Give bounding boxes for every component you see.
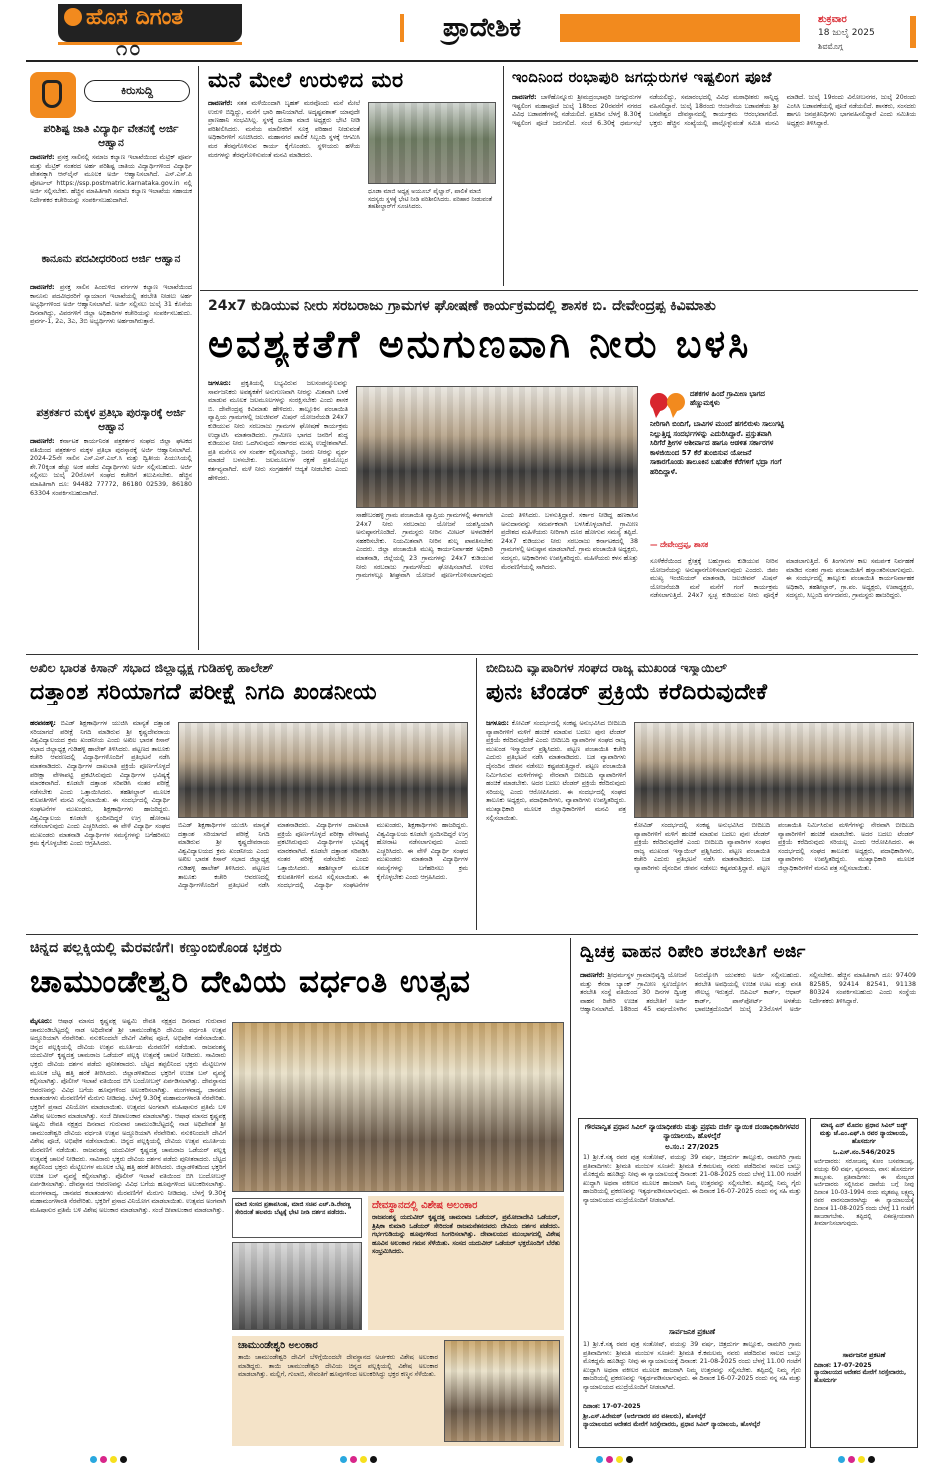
article-text: ಪ್ರಕೃತಿಯಲ್ಲಿ ಲಭ್ಯವಿರುವ ಜಲಸಂಪನ್ಮೂಲವನ್ನು ಸಾರ್ವಜನಿಕರು ಅವಶ್ಯಕತೆಗೆ ಅನುಗುಣವಾಗಿ ನೀರನ್ನು ಮಿತವಾಗಿ ಬಳಕೆ ಮಾಡುವ ಮೂಲಕ ಜಲಮೂಲಗಳನ್ನು ಸಂರಕ್ಷಿಸಬೇಕು ಎಂದು ಶಾಸಕ ಬಿ. ದೇವೇಂದ್ರಪ್ಪ ಕಿವಿಮಾತು ಹೇಳಿದರು. ತಾಲ್ಲೂಕಿನ ಪಂಚಾಯಿತಿ ವ್ಯಾಪ್ತಿಯ ಗ್ರಾಮಗಳಲ್ಲಿ ಜಲಜೀವನ್ ಮಿಷನ್ ಯೋಜನೆಯಡಿ 24x7 ಕುಡಿಯುವ ನೀರು ಸರಬರಾಜು ಗ್ರಾಮಗಳ ಘೋಷಣೆ ಕಾರ್ಯಕ್ರಮ ಉದ್ಘಾಟಿಸಿ ಮಾತನಾಡಿದರು. ಗ್ರಾಮೀಣ ಭಾಗದ ಜನರಿಗೆ ಶುದ್ಧ ಕುಡಿಯುವ ನೀರು ಒದಗಿಸುವುದು ಸರ್ಕಾರದ ಮುಖ್ಯ ಉದ್ದೇಶವಾಗಿದೆ. ಪ್ರತಿ ಮನೆಗೂ ನಳ ಸಂಪರ್ಕ ಕಲ್ಪಿಸಲಾಗಿದ್ದು, ಜನರು ನೀರನ್ನು ವ್ಯರ್ಥ ಮಾಡದೆ ಬಳಸಬೇಕು. ಜಲಮೂಲಗಳ ರಕ್ಷಣೆ ಪ್ರತಿಯೊಬ್ಬರ ಕರ್ತವ್ಯವಾಗಿದೆ. ಮಳೆ ನೀರು ಸಂಗ್ರಹಣೆಗೆ ಆದ್ಯತೆ ನೀಡಬೇಕು ಎಂದು ಹೇಳಿದರು. xyxy=(208,380,348,482)
column-rule xyxy=(198,66,199,650)
article-text: ಸಾಹೇಬರಹಳ್ಳಿ ಗ್ರಾಮ ಪಂಚಾಯಿತಿ ವ್ಯಾಪ್ತಿಯ ಗ್ರಾಮಗಳಲ್ಲಿ ಈಗಾಗಲೇ 24x7 ನೀರು ಸರಬರಾಜು ಯೋಜನೆ ಯಶಸ್ವಿಯಾಗಿ ಅನುಷ್ಠಾನಗೊಂಡಿದೆ. ಗ್ರಾಮಸ್ಥರು ನೀರಿನ ಮೀಟರ್ ಅಳವಡಿಕೆಗೆ ಸಹಕರಿಸಬೇಕು. ನಿಯಮಿತವಾಗಿ ನೀರಿನ ಶುಲ್ಕ ಪಾವತಿಸಬೇಕು ಎಂದರು. ಜಿಲ್ಲಾ ಪಂಚಾಯಿತಿ ಮುಖ್ಯ ಕಾರ್ಯನಿರ್ವಾಹಕ ಅಧಿಕಾರಿ ಮಾತನಾಡಿ, ಜಿಲ್ಲೆಯಲ್ಲಿ 23 ಗ್ರಾಮಗಳನ್ನು 24x7 ಕುಡಿಯುವ ನೀರು ಸರಬರಾಜು ಗ್ರಾಮಗಳೆಂದು ಘೋಷಿಸಲಾಗಿದೆ. ಉಳಿದ ಗ್ರಾಮಗಳಲ್ಲೂ ಶೀಘ್ರವಾಗಿ ಯೋಜನೆ ಪೂರ್ಣಗೊಳಿಸಲಾಗುವುದು ಎಂದು ತಿಳಿಸಿದರು. xyxy=(356,512,541,580)
article-text: ಪ್ರಸಕ್ತ ಸಾಲಿನ ಹಿಂದುಳಿದ ವರ್ಗಗಳ ಕಲ್ಯಾಣ ಇಲಾಖೆಯಿಂದ ಕಾನೂನು ಪದವೀಧರರಿಗೆ ನ್ಯಾಯಾಂಗ ಇಲಾಖೆಯಲ್ಲಿ ತರಬೇತಿ ನೀಡಲು ಅರ್ಹ ಅಭ್ಯರ್ಥಿಗಳಿಂದ ಅರ್ಜಿ ಆಹ್ವಾನಿಸಲಾಗಿದೆ. ಅರ್ಜಿ ಸಲ್ಲಿಸಲು ಜುಲೈ 31 ಕೊನೆಯ ದಿನವಾಗಿದ್ದು, ವಿವರಗಳಿಗೆ ಜಿಲ್ಲಾ ಅಧಿಕಾರಿಗಳ ಕಚೇರಿಯನ್ನು ಸಂಪರ್ಕಿಸಬಹುದು. ಪ್ರವರ್ಗ-1, 2ಎ, 3ಎ, 3ಬಿ ಅಭ್ಯರ್ಥಿಗಳು ಅರ್ಹರಾಗಿರುತ್ತಾರೆ. xyxy=(30,284,192,326)
article-text: ಬಿಎಡ್ ಶಿಕ್ಷಣಾರ್ಥಿಗಳ ಯುಜಿಸಿ ಮಾನ್ಯತೆ ದತ್ತಾಂಶ ಸರಿಯಾಗದೆ ಪರೀಕ್ಷೆ ನಿಗದಿ ಮಾಡಿರುವ ಶ್ರೀ ಕೃಷ್ಣದೇವರಾಯ ವಿಶ್ವವಿದ್ಯಾಲಯದ ಕ್ರಮ ಖಂಡನೀಯ ಎಂದು ಅಖಿಲ ಭಾರತ ಕಿಸಾನ್ ಸಭಾದ ಜಿಲ್ಲಾಧ್ಯಕ್ಷ ಗುಡಿಹಳ್ಳಿ ಹಾಲೇಶ್ ತಿಳಿಸಿದರು. ಪಟ್ಟಣದ ತಾಲೂಕು ಕಚೇರಿ ಆವರಣದಲ್ಲಿ ವಿದ್ಯಾರ್ಥಿಗಳೊಂದಿಗೆ ಪ್ರತಿಭಟನೆ ನಡೆಸಿ ಮಾತನಾಡಿದರು. ವಿದ್ಯಾರ್ಥಿಗಳ ದಾಖಲಾತಿ ಪ್ರಕ್ರಿಯೆ ಪೂರ್ಣಗೊಳ್ಳದೆ ಪರೀಕ್ಷಾ ವೇಳಾಪಟ್ಟಿ ಪ್ರಕಟಿಸಿರುವುದು ವಿದ್ಯಾರ್ಥಿಗಳ ಭವಿಷ್ಯಕ್ಕೆ ಮಾರಕವಾಗಿದೆ. ಕೂಡಲೇ ದತ್ತಾಂಶ ಸರಿಪಡಿಸಿ ನಂತರ ಪರೀಕ್ಷೆ ನಡೆಸಬೇಕು ಎಂದು ಒತ್ತಾಯಿಸಿದರು. ತಹಶೀಲ್ದಾರ್ ಮೂಲಕ ಕುಲಪತಿಗಳಿಗೆ ಮನವಿ ಸಲ್ಲಿಸಲಾಯಿತು. ಈ ಸಂದರ್ಭದಲ್ಲಿ ವಿದ್ಯಾರ್ಥಿ ಸಂಘಟನೆಗಳ ಮುಖಂಡರು, ಶಿಕ್ಷಣಾರ್ಥಿಗಳು ಹಾಜರಿದ್ದರು. ವಿಶ್ವವಿದ್ಯಾಲಯ ಕೂಡಲೇ ಸ್ಪಂದಿಸದಿದ್ದರೆ ಉಗ್ರ ಹೋರಾಟ ನಡೆಸಲಾಗುವುದು ಎಂದು ಎಚ್ಚರಿಸಿದರು. ಈ ವೇಳೆ ವಿದ್ಯಾರ್ಥಿ ಸಂಘದ ಮುಖಂಡರು ಮಾತನಾಡಿ ವಿದ್ಯಾರ್ಥಿಗಳ ಸಮಸ್ಯೆಗಳನ್ನು ಬಗೆಹರಿಸಲು ಕ್ರಮ ಕೈಗೊಳ್ಳಬೇಕು ಎಂದು ಆಗ್ರಹಿಸಿದರು. xyxy=(178,822,468,890)
cmyk-magenta-dot xyxy=(100,1456,107,1463)
article-text: ಪ್ರಸಕ್ತ ಸಾಲಿನಲ್ಲಿ ಸಮಾಜ ಕಲ್ಯಾಣ ಇಲಾಖೆಯಿಂದ ಮೆಟ್ರಿಕ್ ಪೂರ್ವ ಮತ್ತು ಮೆಟ್ರಿಕ್ ನಂತರದ ಅರ್ಹ ಪರಿಶಿಷ್ಟ ಜಾತಿಯ ವಿದ್ಯಾರ್ಥಿಗಳಿಂದ ವಿದ್ಯಾರ್ಥಿ ವೇತನಕ್ಕಾಗಿ ಆನ್‌ಲೈನ್ ಮೂಲಕ ಅರ್ಜಿ ಆಹ್ವಾನಿಸಲಾಗಿದೆ. ಎಸ್.ಎಸ್.ಪಿ ಪೋರ್ಟಲ್ https://ssp.postmatric.karnataka.gov.in ನಲ್ಲಿ ಅರ್ಜಿ ಸಲ್ಲಿಸಬೇಕು. ಹೆಚ್ಚಿನ ಮಾಹಿತಿಗಾಗಿ ಸಮಾಜ ಕಲ್ಯಾಣ ಇಲಾಖೆಯ ಸಹಾಯಕ ನಿರ್ದೇಶಕರ ಕಚೇರಿಯನ್ನು ಸಂಪರ್ಕಿಸಬಹುದಾಗಿದೆ. xyxy=(30,154,192,204)
article-text: ಕರ್ನಾಟಕ ಕಾರ್ಯನಿರತ ಪತ್ರಕರ್ತರ ಸಂಘದ ಜಿಲ್ಲಾ ಘಟಕದ ವತಿಯಿಂದ ಪತ್ರಕರ್ತರ ಮಕ್ಕಳ ಪ್ರತಿಭಾ ಪುರಸ್ಕಾರಕ್ಕೆ ಅರ್ಜಿ ಆಹ್ವಾನಿಸಲಾಗಿದೆ. 2024-25ನೇ ಸಾಲಿನ ಎಸ್.ಎಸ್.ಎಲ್.ಸಿ ಮತ್ತು ದ್ವಿತೀಯ ಪಿಯುಸಿಯಲ್ಲಿ ಶೇ.70ಕ್ಕಿಂತ ಹೆಚ್ಚು ಅಂಕ ಪಡೆದ ವಿದ್ಯಾರ್ಥಿಗಳು ಅರ್ಜಿ ಸಲ್ಲಿಸಬಹುದು. ಅರ್ಜಿ ಸಲ್ಲಿಸಲು ಜುಲೈ 20ರೊಳಗೆ ಸಂಘದ ಕಚೇರಿಗೆ ತಲುಪಿಸಬೇಕು. ಹೆಚ್ಚಿನ ಮಾಹಿತಿಗಾಗಿ ದೂ: 94482 77772, 86180 02539, 86180 63304 ಸಂಪರ್ಕಿಸಬಹುದಾಗಿದೆ. xyxy=(30,438,192,497)
notice-title: ಗೌರವಾನ್ವಿತ ಪ್ರಧಾನ ಸಿವಿಲ್ ನ್ಯಾಯಾಧೀಶರು ಮತ್ತು ಪ್ರಥಮ ದರ್ಜೆ ನ್ಯಾಯಿಕ ದಂಡಾಧಿಕಾರಿಗಳವರ ನ್ಯಾಯಾಲಯ, ಹೊಳಲ್ಕೆರೆ xyxy=(584,1123,800,1140)
cmyk-yellow-dot xyxy=(360,1456,367,1463)
dateline: ದಾವಣಗೆರೆ: xyxy=(580,972,605,979)
logo-text: ಹೊಸ ದಿಗಂತ xyxy=(86,5,184,30)
chamundi-body xyxy=(30,1018,226,1446)
temple-photo xyxy=(232,1242,362,1330)
kirusuddi-item1-body xyxy=(30,154,192,246)
notice2-body: ಅರ್ಜಿದಾರರು: ಸರೋಜಮ್ಮ ಕೋಂ ಬಸವರಾಜಪ್ಪ, ವಯಸ್ಸು 60 ವರ್ಷ, ವ್ಯವಸಾಯ, ವಾಸ: ಹೊಸದುರ್ಗ ತಾಲ್ಲೂಕು. ಪ್ರತಿವಾದಿಗಳು: ಈ ಮೇಲ್ಕಂಡ ಅರ್ಜಿದಾರರು ಸಲ್ಲಿಸಿರುವ ದಾವೆಯ ಬಗ್ಗೆ ನೀವು ದಿನಾಂಕ 10-03-1994 ರಂದು ಮೃತಪಟ್ಟ ಲಕ್ಷ್ಮಮ್ಮ ರವರ ವಾರಸುದಾರರಾಗಿದ್ದು ಈ ನ್ಯಾಯಾಲಯಕ್ಕೆ ದಿನಾಂಕ 11-08-2025 ರಂದು ಬೆಳಗ್ಗೆ 11 ಗಂಟೆಗೆ ಹಾಜರಾಗಬೇಕು. ತಪ್ಪಿದಲ್ಲಿ ಏಕಪಕ್ಷೀಯವಾಗಿ ತೀರ್ಮಾನಿಸಲಾಗುವುದು. xyxy=(814,1159,914,1228)
dateline: ಮೈಸೂರು: xyxy=(30,1018,53,1025)
kirusuddi-item2-title: ಕಾನೂನು ಪದವೀಧರರಿಂದ ಅರ್ಜಿ ಆಹ್ವಾನ xyxy=(41,253,181,265)
quote-author: — ದೇವೇಂದ್ರಪ್ಪ, ಶಾಸಕ xyxy=(650,540,709,549)
cmyk-cyan-dot xyxy=(596,1456,603,1463)
quote-mark-icon xyxy=(650,392,686,420)
water-kicker: 24x7 ಕುಡಿಯುವ ನೀರು ಸರಬರಾಜು ಗ್ರಾಮಗಳ ಘೋಷಣೆ ಕಾರ್ಯಕ್ರಮದಲ್ಲಿ ಶಾಸಕ ಬಿ. ದೇವೇಂದ್ರಪ್ಪ ಕಿವಿಮಾತು xyxy=(208,298,716,314)
fallen-tree-photo xyxy=(368,102,496,184)
dateline: ಹರಪನಹಳ್ಳಿ: xyxy=(30,720,56,727)
section-rule xyxy=(26,934,918,935)
water-story xyxy=(204,294,918,650)
notice-signature-1: ಶ್ರೀ.ಎಸ್.ಹಿರೇಮಠ್ (ಅರ್ಜಿದಾರರ ಪರ ವಕೀಲರು), ಹೊಳಲ್ಕೆರೆ xyxy=(583,1413,706,1420)
water-headline: ಅವಶ್ಯಕತೆಗೆ ಅನುಗುಣವಾಗಿ ನೀರು ಬಳಸಿ xyxy=(208,322,752,366)
devasthana-title: ದೇವಸ್ಥಾನದಲ್ಲಿ ವಿಶೇಷ ಅಲಂಕಾರ xyxy=(372,1200,478,1211)
cmyk-magenta-dot xyxy=(848,1456,855,1463)
article-text: ಶ್ರೀಧರ್ಮಸ್ಥಳ ಗ್ರಾಮಾಭಿವೃದ್ಧಿ ಯೋಜನೆ ಮತ್ತು ಕೆನರಾ ಬ್ಯಾಂಕ್ ಗ್ರಾಮೀಣ ಸ್ವಉದ್ಯೋಗ ತರಬೇತಿ ಸಂಸ್ಥೆ ವತಿಯಿಂದ 30 ದಿನಗಳ ದ್ವಿಚಕ್ರ ವಾಹನ ರಿಪೇರಿ ಉಚಿತ ತರಬೇತಿಗೆ ಅರ್ಜಿ ಆಹ್ವಾನಿಸಲಾಗಿದೆ. 18ರಿಂದ 45 ವರ್ಷದೊಳಗಿನ ನಿರುದ್ಯೋಗಿ ಯುವಕರು ಅರ್ಜಿ ಸಲ್ಲಿಸಬಹುದು. ತರಬೇತಿ ಅವಧಿಯಲ್ಲಿ ಉಚಿತ ಊಟ ಮತ್ತು ವಸತಿ ಸೌಲಭ್ಯ ಇರುತ್ತದೆ. ಬಿಪಿಎಲ್ ಕಾರ್ಡ್, ಆಧಾರ್ ಕಾರ್ಡ್, ಪಾಸ್‌ಪೋರ್ಟ್ ಅಳತೆಯ ಭಾವಚಿತ್ರದೊಂದಿಗೆ ಜುಲೈ 23ರೊಳಗೆ ಅರ್ಜಿ ಸಲ್ಲಿಸಬೇಕು. ಹೆಚ್ಚಿನ ಮಾಹಿತಿಗಾಗಿ ದೂ: 97409 82585, 92414 82541, 91138 80324 ಸಂಪರ್ಕಿಸಬಹುದು ಎಂದು ಸಂಸ್ಥೆಯ ನಿರ್ದೇಶಕರು ತಿಳಿಸಿದ್ದಾರೆ. xyxy=(580,972,916,1014)
photo-caption: ಮಾಜಿ ಸಂಸದ ಪ್ರತಾಪಸಿಂಹ, ಮಾಜಿ ಸಚಿವ ಎಚ್.ಡಿ.ರೇವಣ್ಣ ಸೇರಿದಂತೆ ಹಲವರು ಬೆಟ್ಟಕ್ಕೆ ಭೇಟಿ ನೀಡಿ ದರ್ಶನ ಪಡೆದರು. xyxy=(235,1201,351,1216)
kirusuddi-item2-body xyxy=(30,284,192,402)
notice-signature-2: ನ್ಯಾಯಾಲಯದ ಆದೇಶದ ಮೇರೆಗೆ ಸಿರಸ್ತೇದಾರರು, ಪ್ರಧಾನ ಸಿವಿಲ್ ನ್ಯಾಯಾಲಯ, ಹೊಳಲ್ಕೆರೆ xyxy=(583,1420,761,1428)
alankara-body: ತಾಯಿ ಚಾಮುಂಡೇಶ್ವರಿ ದೇವಿಗೆ ಬೆಳಿಗ್ಗೆಯಿಂದಲೇ ದೇವಸ್ಥಾನದ ಅರ್ಚಕರು ವಿಶೇಷ ಅಲಂಕಾರ ಮಾಡಿದ್ದರು. ತಾಯಿ ಚಾಮುಂಡೇಶ್ವರಿ ದೇವಿಯ ಚಿನ್ನದ ಪಲ್ಲಕ್ಕಿಯಲ್ಲಿ ವಿಶೇಷ ಅಲಂಕಾರ ಮಾಡಲಾಗಿತ್ತು. ಮಲ್ಲಿಗೆ, ಗುಲಾಬಿ, ಸೇವಂತಿಗೆ ಹೂವುಗಳಿಂದ ಅಲಂಕರಿಸಿದ್ದು ಭಕ್ತರ ಕಣ್ಮನ ಸೆಳೆಯಿತು. xyxy=(238,1354,438,1379)
notice-body: 1) ಶ್ರೀ.ಕೆ.ಸತ್ಯ ರವರ ಪುತ್ರ ಸಂತೋಷ್, ವಯಸ್ಸು 39 ವರ್ಷ, ಚಿತ್ರದುರ್ಗ ತಾಲ್ಲೂಕು, ರಾಮಗಿರಿ ಗ್ರಾಮ ಪ್ರತಿವಾದಿಗಳು: ಶ್ರೀಮತಿ ಮಂಜುಳ ಸೂಚನೆ: ಶ್ರೀಮತಿ ಕೆ.ಕಮಲಮ್ಮ ನವರು ಪಡೆದಿರುವ ಸಾಲದ ಬಾಬ್ತು ಮೊಕದ್ದಮೆ ಹೂಡಿದ್ದು ನೀವು ಈ ನ್ಯಾಯಾಲಯಕ್ಕೆ ದಿನಾಂಕ: 21-08-2025 ರಂದು ಬೆಳಗ್ಗೆ 11.00 ಗಂಟೆಗೆ ಖುದ್ದಾಗಿ ಅಥವಾ ವಕೀಲರ ಮೂಲಕ ಹಾಜರಾಗಿ ನಿಮ್ಮ ಉತ್ತರವನ್ನು ಸಲ್ಲಿಸಬೇಕು. ತಪ್ಪಿದಲ್ಲಿ ನಿಮ್ಮ ಗೈರು ಹಾಜರಿಯಲ್ಲಿ ಪ್ರಕರಣವನ್ನು ಇತ್ಯರ್ಥಪಡಿಸಲಾಗುವುದು. ಈ ದಿನಾಂಕ 16-07-2025 ರಂದು ನನ್ನ ಸಹಿ ಮತ್ತು ನ್ಯಾಯಾಲಯದ ಮುದ್ರೆಯೊಂದಿಗೆ ನೀಡಲಾಗಿದೆ. xyxy=(583,1154,801,1204)
vendors-protest-photo xyxy=(634,722,914,818)
cmyk-black-dot xyxy=(626,1456,633,1463)
dateline: ದಾವಣಗೆರೆ: xyxy=(512,94,537,101)
article-text: ಕೋವಿಡ್ ಸಂದರ್ಭದಲ್ಲಿ ಸಂಕಷ್ಟ ಅನುಭವಿಸಿದ ಬೀದಿಬದಿ ವ್ಯಾಪಾರಿಗಳಿಗೆ ಮಳಿಗೆ ಹಂಚಿಕೆ ಮಾಡುವ ಬದಲು ಪುನಃ ಟೆಂಡರ್ ಪ್ರಕ್ರಿಯೆ ಕರೆದಿರುವುದೇಕೆ ಎಂದು ಬೀದಿಬದಿ ವ್ಯಾಪಾರಿಗಳ ಸಂಘದ ರಾಜ್ಯ ಮುಖಂಡ ಇಸ್ಮಾಯಿಲ್ ಪ್ರಶ್ನಿಸಿದರು. ಪಟ್ಟಣ ಪಂಚಾಯಿತಿ ಕಚೇರಿ ಎದುರು ಪ್ರತಿಭಟನೆ ನಡೆಸಿ ಮಾತನಾಡಿದರು. ಬಡ ವ್ಯಾಪಾರಿಗಳು ದೈನಂದಿನ ಜೀವನ ನಡೆಸಲು ಕಷ್ಟಪಡುತ್ತಿದ್ದಾರೆ. ಪಟ್ಟಣ ಪಂಚಾಯಿತಿ ನಿರ್ಮಿಸಿರುವ ಮಳಿಗೆಗಳನ್ನು ನೇರವಾಗಿ ಬೀದಿಬದಿ ವ್ಯಾಪಾರಿಗಳಿಗೆ ಹಂಚಿಕೆ ಮಾಡಬೇಕು. ಅದರ ಬದಲು ಟೆಂಡರ್ ಪ್ರಕ್ರಿಯೆ ಕರೆದಿರುವುದು ಸರಿಯಲ್ಲ ಎಂದು ಆರೋಪಿಸಿದರು. ಈ ಸಂದರ್ಭದಲ್ಲಿ ಸಂಘದ ತಾಲೂಕು ಅಧ್ಯಕ್ಷರು, ಪದಾಧಿಕಾರಿಗಳು, ವ್ಯಾಪಾರಿಗಳು ಉಪಸ್ಥಿತರಿದ್ದರು. ಮುಖ್ಯಾಧಿಕಾರಿ ಮೂಲಕ ಜಿಲ್ಲಾಧಿಕಾರಿಗಳಿಗೆ ಮನವಿ ಪತ್ರ ಸಲ್ಲಿಸಲಾಯಿತು. xyxy=(634,822,914,872)
kirusuddi-item3-title: ಪತ್ರಕರ್ತರ ಮಕ್ಕಳ ಪ್ರತಿಭಾ ಪುರಸ್ಕಾರಕ್ಕೆ ಅರ್ಜಿ ಆಹ್ವಾನ xyxy=(36,407,186,433)
dateline: ದಾವಣಗೆರೆ: xyxy=(30,438,55,445)
two-wheeler-story xyxy=(576,938,918,1114)
article-text: ಸೂಳೆಕೆರೆಯಿಂದ ಕ್ಷೇತ್ರಕ್ಕೆ ಬಹುಗ್ರಾಮ ಕುಡಿಯುವ ನೀರಿನ ಯೋಜನೆಯನ್ನು ಅನುಷ್ಠಾನಗೊಳಿಸಲಾಗುವುದು ಎಂದರು. ಜಿಪಂ ಮುಖ್ಯ ಇಂಜಿನಿಯರ್ ಮಾತನಾಡಿ, ಜಲಜೀವನ್ ಮಿಷನ್ ಯೋಜನೆಯಡಿ ಮನೆ ಮನೆಗೆ ಗಂಗೆ ಕಾರ್ಯಕ್ರಮ ನಡೆಸಲಾಗುತ್ತಿದೆ. 24x7 ಸ್ವಚ್ಛ ಕುಡಿಯುವ ನೀರು ಪೂರೈಕೆ ಮಾಡಲಾಗುತ್ತಿದೆ. 6 ತಿಂಗಳುಗಳ ಕಾಲ ಸಮರ್ಪಕ ನಿರ್ವಹಣೆ ಮಾಡಿದ ನಂತರ ಗ್ರಾಮ ಪಂಚಾಯಿತಿಗೆ ಹಸ್ತಾಂತರಿಸಲಾಗುವುದು. ಈ ಸಂದರ್ಭದಲ್ಲಿ ತಾಲ್ಲೂಕು ಪಂಚಾಯಿತಿ ಕಾರ್ಯನಿರ್ವಾಹಕ ಅಧಿಕಾರಿ, ತಹಶೀಲ್ದಾರ್, ಗ್ರಾ.ಪಂ. ಅಧ್ಯಕ್ಷರು, ಉಪಾಧ್ಯಕ್ಷರು, ಸದಸ್ಯರು, ಸಿಬ್ಬಂದಿ ವರ್ಗದವರು, ಗ್ರಾಮಸ್ಥರು ಹಾಜರಿದ್ದರು. xyxy=(650,558,914,600)
court-notice xyxy=(578,1118,806,1448)
notice2-date: ದಿನಾಂಕ: 17-07-2025 xyxy=(814,1362,872,1369)
water-body-left xyxy=(208,380,348,646)
kirusuddi-item3-body xyxy=(30,438,192,648)
rambhapuri-body xyxy=(512,94,916,282)
cmyk-cyan-dot xyxy=(340,1456,347,1463)
cmyk-yellow-dot xyxy=(858,1456,865,1463)
tender-body-intro xyxy=(486,720,626,924)
chamundi-headline: ಚಾಮುಂಡೇಶ್ವರಿ ದೇವಿಯ ವರ್ಧಂತಿ ಉತ್ಸವ xyxy=(30,964,471,1000)
quote-text: ನೀರಿಗಾಗಿ ಬಿಂದಿಗೆ, ಬಾವಿಗಳ ಮುಂದೆ ಹಗಲಿರುಳು ಸಾಲುಗಟ್ಟಿ ನಿಲ್ಲುತ್ತಿದ್ದ ಸಂದರ್ಭಗಳನ್ನು ಎದುರಿಸಿದ್ದಾರೆ. ಪ್ರಸ್ತುತವಾಗಿ ಸಿರಿಗೆರೆ ಶ್ರೀಗಳ ಆಶೀರ್ವಾದ ಹಾಗೂ ಆಡಳಿತ ಸರ್ಕಾರಗಳ ಕಾಳಜಿಯಿಂದ 57 ಕೆರೆ ತುಂಬಿಸುವ ಯೋಜನೆ ಸಾಕಾರಗೊಂಡು ತಾಲೂಕಿನ ಬಹುತೇಕ ಕೆರೆಗಳಿಗೆ ಭದ್ರಾ ಗಂಗೆ ಹರಿದಿದ್ದಾಳೆ. xyxy=(650,420,784,476)
cmyk-yellow-dot xyxy=(616,1456,623,1463)
section-rule xyxy=(26,654,918,655)
notice-section: ಸಾರ್ವಜನಿಕ ಪ್ರಕಟಣೆ xyxy=(668,1328,716,1336)
water-body-right xyxy=(650,558,914,646)
devasthana-box xyxy=(368,1196,564,1330)
rambhapuri-headline: ಇಂದಿನಿಂದ ರಂಭಾಪುರಿ ಜಗದ್ಗುರುಗಳ ಇಷ್ಟಲಿಂಗ ಪೂಜೆ xyxy=(512,70,773,86)
article-text: ಬಾಳೆಹೊನ್ನೂರು ಶ್ರೀಮದ್ರಂಭಾಪುರಿ ಜಗದ್ಗುರುಗಳ ಇಷ್ಟಲಿಂಗ ಮಹಾಪೂಜೆ ಜುಲೈ 18ರಿಂದ 20ರವರೆಗೆ ನಗರದ ವಿವಿಧ ಬಡಾವಣೆಗಳಲ್ಲಿ ನಡೆಯಲಿದೆ. ಪ್ರತಿದಿನ ಬೆಳಗ್ಗೆ 8.30ಕ್ಕೆ ಇಷ್ಟಲಿಂಗ ಪೂಜೆ ಜರುಗಲಿದೆ. ಸಂಜೆ 6.30ಕ್ಕೆ ಧರ್ಮಸಭೆ ನಡೆಯಲಿದ್ದು, ಸಮಾರಂಭದಲ್ಲಿ ವಿವಿಧ ಮಠಾಧೀಶರು ಸಾನ್ನಿಧ್ಯ ವಹಿಸಲಿದ್ದಾರೆ. ಜುಲೈ 18ರಂದು ಆಂಜನೇಯ ಬಡಾವಣೆಯ ಶ್ರೀ ಬಸವೇಶ್ವರ ದೇವಸ್ಥಾನದಲ್ಲಿ ಕಾರ್ಯಕ್ರಮ ಆರಂಭವಾಗಲಿದೆ. ಭಕ್ತರು ಹೆಚ್ಚಿನ ಸಂಖ್ಯೆಯಲ್ಲಿ ಪಾಲ್ಗೊಳ್ಳುವಂತೆ ಸಮಿತಿ ಮನವಿ ಮಾಡಿದೆ. ಜುಲೈ 19ರಂದು ವಿನೋಬನಗರ, ಜುಲೈ 20ರಂದು ಎಂಸಿಸಿ ಬಡಾವಣೆಯಲ್ಲಿ ಪೂಜೆ ನಡೆಯಲಿದೆ. ಶಾಸಕರು, ಸಂಸದರು ಹಾಗೂ ಜನಪ್ರತಿನಿಧಿಗಳು ಭಾಗವಹಿಸಲಿದ್ದಾರೆ ಎಂದು ಸಮಿತಿಯ ಅಧ್ಯಕ್ಷರು ತಿಳಿಸಿದ್ದಾರೆ. xyxy=(512,94,916,127)
logo-stripe xyxy=(58,42,242,45)
tree-caption: ಧೂಡಾ ಮಾಜಿ ಅಧ್ಯಕ್ಷ ಅಯೂಬ್ ಪೈಲ್ವಾನ್, ಪಾಲಿಕೆ ಮಾಜಿ ಸದಸ್ಯರು ಸ್ಥಳಕ್ಕೆ ಭೇಟಿ ನೀಡಿ ಪರಿಶೀಲಿಸಿದರು. ಪರಿಹಾರ ನೀಡುವಂತೆ ತಹಶೀಲ್ದಾರ್‌ಗೆ ಸೂಚಿಸಿದರು. xyxy=(368,188,493,210)
column-rule xyxy=(503,66,504,286)
water-body-mid xyxy=(356,512,638,646)
notice2-title: ಮಾನ್ಯ ಎನ್ ಮೊದಲ ಪ್ರಧಾನ ಸಿವಿಲ್ ಜಡ್ಜ್ ಮತ್ತು ಜೆ.ಎಂ.ಎಫ್.ಸಿ ರವರ ನ್ಯಾಯಾಲಯ, ಹೊಸದುರ್ಗ xyxy=(819,1122,909,1145)
two-wheeler-headline: ದ್ವಿಚಕ್ರ ವಾಹನ ರಿಪೇರಿ ತರಬೇತಿಗೆ ಅರ್ಜಿ xyxy=(580,942,806,962)
logo-sun-icon xyxy=(64,8,82,26)
dateline: ಜಗಳೂರು: xyxy=(486,720,509,727)
article-text: ಸತತ ಮಳೆಯಿಂದಾಗಿ ಬೃಹತ್ ಮರವೊಂದು ಮನೆ ಮೇಲೆ ಉರುಳಿ ಬಿದ್ದಿದ್ದು, ಮನೆಗೆ ಭಾರಿ ಹಾನಿಯಾಗಿದೆ. ಅದೃಷ್ಟವಶಾತ್ ಯಾವುದೇ ಪ್ರಾಣಹಾನಿ ಸಂಭವಿಸಿಲ್ಲ. ಸ್ಥಳಕ್ಕೆ ಧೂಡಾ ಮಾಜಿ ಅಧ್ಯಕ್ಷರು ಭೇಟಿ ನೀಡಿ ಪರಿಶೀಲಿಸಿದರು. ಮನೆಯ ಮಾಲೀಕರಿಗೆ ಸೂಕ್ತ ಪರಿಹಾರ ನೀಡುವಂತೆ ಅಧಿಕಾರಿಗಳಿಗೆ ಸೂಚಿಸಿದರು. ಮಹಾನಗರ ಪಾಲಿಕೆ ಸಿಬ್ಬಂದಿ ಸ್ಥಳಕ್ಕೆ ಆಗಮಿಸಿ ಮರ ತೆರವುಗೊಳಿಸುವ ಕಾರ್ಯ ಕೈಗೊಂಡರು. ಸ್ಥಳೀಯರು ಹಳೆಯ ಮರಗಳನ್ನು ತೆರವುಗೊಳಿಸುವಂತೆ ಮನವಿ ಮಾಡಿದರು. xyxy=(208,100,360,159)
section-rule xyxy=(200,290,918,291)
cmyk-black-dot xyxy=(120,1456,127,1463)
rambhapuri-story xyxy=(508,66,918,286)
dateline: ದಾವಣಗೆರೆ: xyxy=(208,100,233,107)
dateline: ದಾವಣಗೆರೆ: xyxy=(30,154,55,161)
tree-headline: ಮನೆ ಮೇಲೆ ಉರುಳಿದ ಮರ xyxy=(208,68,404,92)
exam-story xyxy=(26,658,472,930)
procession-photo xyxy=(232,1022,564,1192)
article-text: ಬಿಎಡ್ ಶಿಕ್ಷಣಾರ್ಥಿಗಳ ಯುಜಿಸಿ ಮಾನ್ಯತೆ ದತ್ತಾಂಶ ಸರಿಯಾಗದೆ ಪರೀಕ್ಷೆ ನಿಗದಿ ಮಾಡಿರುವ ಶ್ರೀ ಕೃಷ್ಣದೇವರಾಯ ವಿಶ್ವವಿದ್ಯಾಲಯದ ಕ್ರಮ ಖಂಡನೀಯ ಎಂದು ಅಖಿಲ ಭಾರತ ಕಿಸಾನ್ ಸಭಾದ ಜಿಲ್ಲಾಧ್ಯಕ್ಷ ಗುಡಿಹಳ್ಳಿ ಹಾಲೇಶ್ ತಿಳಿಸಿದರು. ಪಟ್ಟಣದ ತಾಲೂಕು ಕಚೇರಿ ಆವರಣದಲ್ಲಿ ವಿದ್ಯಾರ್ಥಿಗಳೊಂದಿಗೆ ಪ್ರತಿಭಟನೆ ನಡೆಸಿ ಮಾತನಾಡಿದರು. ವಿದ್ಯಾರ್ಥಿಗಳ ದಾಖಲಾತಿ ಪ್ರಕ್ರಿಯೆ ಪೂರ್ಣಗೊಳ್ಳದೆ ಪರೀಕ್ಷಾ ವೇಳಾಪಟ್ಟಿ ಪ್ರಕಟಿಸಿರುವುದು ವಿದ್ಯಾರ್ಥಿಗಳ ಭವಿಷ್ಯಕ್ಕೆ ಮಾರಕವಾಗಿದೆ. ಕೂಡಲೇ ದತ್ತಾಂಶ ಸರಿಪಡಿಸಿ ನಂತರ ಪರೀಕ್ಷೆ ನಡೆಸಬೇಕು ಎಂದು ಒತ್ತಾಯಿಸಿದರು. ತಹಶೀಲ್ದಾರ್ ಮೂಲಕ ಕುಲಪತಿಗಳಿಗೆ ಮನವಿ ಸಲ್ಲಿಸಲಾಯಿತು. ಈ ಸಂದರ್ಭದಲ್ಲಿ ವಿದ್ಯಾರ್ಥಿ ಸಂಘಟನೆಗಳ ಮುಖಂಡರು, ಶಿಕ್ಷಣಾರ್ಥಿಗಳು ಹಾಜರಿದ್ದರು. ವಿಶ್ವವಿದ್ಯಾಲಯ ಕೂಡಲೇ ಸ್ಪಂದಿಸದಿದ್ದರೆ ಉಗ್ರ ಹೋರಾಟ ನಡೆಸಲಾಗುವುದು ಎಂದು ಎಚ್ಚರಿಸಿದರು. ಈ ವೇಳೆ ವಿದ್ಯಾರ್ಥಿ ಸಂಘದ ಮುಖಂಡರು ಮಾತನಾಡಿ ವಿದ್ಯಾರ್ಥಿಗಳ ಸಮಸ್ಯೆಗಳನ್ನು ಬಗೆಹರಿಸಲು ಕ್ರಮ ಕೈಗೊಳ್ಳಬೇಕು ಎಂದು ಆಗ್ರಹಿಸಿದರು. xyxy=(30,720,170,848)
exam-body-intro xyxy=(30,720,170,924)
article-text: ಆಷಾಢ ಮಾಸದ ಕೃಷ್ಣಪಕ್ಷ ಅಷ್ಟಮಿ ರೇವತಿ ನಕ್ಷತ್ರದ ದಿನವಾದ ಗುರುವಾರ ಚಾಮುಂಡಿಬೆಟ್ಟದಲ್ಲಿ ನಾಡ ಅಧಿದೇವತೆ ಶ್ರೀ ಚಾಮುಂಡೇಶ್ವರಿ ದೇವಿಯ ವರ್ಧಂತಿ ಉತ್ಸವ ಅದ್ದೂರಿಯಾಗಿ ನೆರವೇರಿತು. ನಸುಕಿನಿಂದಲೇ ದೇವಿಗೆ ವಿಶೇಷ ಪೂಜೆ, ಅಭಿಷೇಕ ನಡೆಸಲಾಯಿತು. ಚಿನ್ನದ ಪಲ್ಲಕ್ಕಿಯಲ್ಲಿ ದೇವಿಯ ಉತ್ಸವ ಮೂರ್ತಿಯ ಮೆರವಣಿಗೆ ನಡೆಯಿತು. ರಾಜವಂಶಸ್ಥ ಯದುವೀರ್ ಕೃಷ್ಣದತ್ತ ಚಾಮರಾಜ ಒಡೆಯರ್ ಪಲ್ಲಕ್ಕಿ ಉತ್ಸವಕ್ಕೆ ಚಾಲನೆ ನೀಡಿದರು. ಸಾವಿರಾರು ಭಕ್ತರು ದೇವಿಯ ದರ್ಶನ ಪಡೆದು ಪುನೀತರಾದರು. ಬೆಟ್ಟದ ತಪ್ಪಲಿನಿಂದ ಭಕ್ತರು ಮೆಟ್ಟಿಲುಗಳ ಮೂಲಕ ಬೆಟ್ಟ ಹತ್ತಿ ಹರಕೆ ತೀರಿಸಿದರು. ಜಿಲ್ಲಾಡಳಿತದಿಂದ ಭಕ್ತರಿಗೆ ಉಚಿತ ಬಸ್ ವ್ಯವಸ್ಥೆ ಕಲ್ಪಿಸಲಾಗಿತ್ತು. ಪೊಲೀಸ್ ಇಲಾಖೆ ವತಿಯಿಂದ ಬಿಗಿ ಬಂದೋಬಸ್ತ್ ಏರ್ಪಡಿಸಲಾಗಿತ್ತು. ದೇವಸ್ಥಾನದ ಆವರಣವನ್ನು ವಿವಿಧ ಬಗೆಯ ಹೂವುಗಳಿಂದ ಅಲಂಕರಿಸಲಾಗಿತ್ತು. ಮಂಗಳವಾದ್ಯ, ಜಾನಪದ ಕಲಾತಂಡಗಳು ಮೆರವಣಿಗೆಗೆ ಮೆರುಗು ನೀಡಿದವು. ಬೆಳಗ್ಗೆ 9.30ಕ್ಕೆ ಮಹಾಮಂಗಳಾರತಿ ನೆರವೇರಿತು. ಭಕ್ತರಿಗೆ ಪ್ರಸಾದ ವಿನಿಯೋಗ ಮಾಡಲಾಯಿತು. ಉತ್ಸವದ ಅಂಗವಾಗಿ ಮಹಿಷಾಸುರ ಪ್ರತಿಮೆ ಬಳಿ ವಿಶೇಷ ಅಲಂಕಾರ ಮಾಡಲಾಗಿತ್ತು. ಸಂಜೆ ದೀಪಾಲಂಕಾರ ಮಾಡಲಾಗಿತ್ತು. xyxy=(30,1018,226,1120)
kirusuddi-item1-title: ಪರಿಶಿಷ್ಟ ಜಾತಿ ವಿದ್ಯಾರ್ಥಿ ವೇತನಕ್ಕೆ ಅರ್ಜಿ ಆಹ್ವಾನ xyxy=(43,123,179,149)
notice-case-no: ಅ.ಸಂ.: 27/2025 xyxy=(665,1143,719,1151)
masthead-rule xyxy=(26,60,918,62)
dateline: ದಾವಣಗೆರೆ: xyxy=(30,284,55,291)
chamundi-kicker: ಚಿನ್ನದ ಪಲ್ಲಕ್ಕಿಯಲ್ಲಿ ಮೆರವಣಿಗೆ। ಕಣ್ತುಂಬಿಕೊಂಡ ಭಕ್ತರು xyxy=(30,940,282,956)
section-title: ಪ್ರಾದೇಶಿಕ xyxy=(404,12,560,44)
page-number: ೧೦ xyxy=(116,36,143,60)
tender-body-cols xyxy=(634,822,914,924)
caption-box xyxy=(232,1198,362,1238)
cmyk-cyan-dot xyxy=(90,1456,97,1463)
article-text: ಕೋವಿಡ್ ಸಂದರ್ಭದಲ್ಲಿ ಸಂಕಷ್ಟ ಅನುಭವಿಸಿದ ಬೀದಿಬದಿ ವ್ಯಾಪಾರಿಗಳಿಗೆ ಮಳಿಗೆ ಹಂಚಿಕೆ ಮಾಡುವ ಬದಲು ಪುನಃ ಟೆಂಡರ್ ಪ್ರಕ್ರಿಯೆ ಕರೆದಿರುವುದೇಕೆ ಎಂದು ಬೀದಿಬದಿ ವ್ಯಾಪಾರಿಗಳ ಸಂಘದ ರಾಜ್ಯ ಮುಖಂಡ ಇಸ್ಮಾಯಿಲ್ ಪ್ರಶ್ನಿಸಿದರು. ಪಟ್ಟಣ ಪಂಚಾಯಿತಿ ಕಚೇರಿ ಎದುರು ಪ್ರತಿಭಟನೆ ನಡೆಸಿ ಮಾತನಾಡಿದರು. ಬಡ ವ್ಯಾಪಾರಿಗಳು ದೈನಂದಿನ ಜೀವನ ನಡೆಸಲು ಕಷ್ಟಪಡುತ್ತಿದ್ದಾರೆ. ಪಟ್ಟಣ ಪಂಚಾಯಿತಿ ನಿರ್ಮಿಸಿರುವ ಮಳಿಗೆಗಳನ್ನು ನೇರವಾಗಿ ಬೀದಿಬದಿ ವ್ಯಾಪಾರಿಗಳಿಗೆ ಹಂಚಿಕೆ ಮಾಡಬೇಕು. ಅದರ ಬದಲು ಟೆಂಡರ್ ಪ್ರಕ್ರಿಯೆ ಕರೆದಿರುವುದು ಸರಿಯಲ್ಲ ಎಂದು ಆರೋಪಿಸಿದರು. ಈ ಸಂದರ್ಭದಲ್ಲಿ ಸಂಘದ ತಾಲೂಕು ಅಧ್ಯಕ್ಷರು, ಪದಾಧಿಕಾರಿಗಳು, ವ್ಯಾಪಾರಿಗಳು ಉಪಸ್ಥಿತರಿದ್ದರು. ಮುಖ್ಯಾಧಿಕಾರಿ ಮೂಲಕ ಜಿಲ್ಲಾಧಿಕಾರಿಗಳಿಗೆ ಮನವಿ ಪತ್ರ ಸಲ್ಲಿಸಲಾಯಿತು. xyxy=(486,720,626,822)
inauguration-photo xyxy=(356,386,638,508)
article-text: ಬಳಸುತ್ತಿದ್ದಾರೆ. ಸರ್ಕಾರ ನೀಡಿದ್ದ ಹಣಕಾಸಿನ ಅನುದಾನವನ್ನು ಸಮರ್ಪಕವಾಗಿ ಬಳಸಿಕೊಳ್ಳಲಾಗಿದೆ. ಗ್ರಾಮೀಣ ಪ್ರದೇಶದ ಮಹಿಳೆಯರು ನೀರಿಗಾಗಿ ದೂರ ಹೋಗುವ ಸಮಸ್ಯೆ ತಪ್ಪಿದೆ. 24x7 ಕುಡಿಯುವ ನೀರು ಸರಬರಾಜು ಕರ್ನಾಟಕದಲ್ಲಿ 38 ಗ್ರಾಮಗಳಲ್ಲಿ ಅನುಷ್ಠಾನ ಮಾಡಲಾಗಿದೆ. ಗ್ರಾಮ ಪಂಚಾಯಿತಿ ಅಧ್ಯಕ್ಷರು, ಸದಸ್ಯರು, ಅಧಿಕಾರಿಗಳು ಉಪಸ್ಥಿತರಿದ್ದರು. ಮಹಿಳೆಯರು ಕಳಸ ಹೊತ್ತು ಮೆರವಣಿಗೆಯಲ್ಲಿ ಸಾಗಿದರು. xyxy=(501,512,638,571)
city-label: ಶಿವಮೊಗ್ಗ xyxy=(818,42,843,51)
column-rule xyxy=(476,658,477,930)
alankara-title: ಚಾಮುಂಡೇಶ್ವರಿ ಅಲಂಕಾರ xyxy=(238,1340,318,1351)
chamundeshwari-story xyxy=(26,938,566,1448)
notice2-case-no: ಒ.ಎಸ್.ನಂ.546/2025 xyxy=(832,1148,896,1156)
court-notice-2 xyxy=(810,1118,918,1448)
cmyk-cyan-dot xyxy=(838,1456,845,1463)
day-label: ಶುಕ್ರವಾರ xyxy=(818,14,847,25)
column-rule xyxy=(570,938,571,1448)
dateline: ಜಗಳೂರು: xyxy=(208,380,231,387)
two-wheeler-body xyxy=(580,972,916,1110)
notice-date: ದಿನಾಂಕ: 17-07-2025 xyxy=(583,1403,641,1410)
devasthana-body: ರಾಜವಂಶಸ್ಥ ಯದುವೀರ್ ಕೃಷ್ಣದತ್ತ ಚಾಮರಾಜ ಒಡೆಯರ್, ಪ್ರಮೋದಾದೇವಿ ಒಡೆಯರ್, ತ್ರಿಷಿಕಾ ಕುಮಾರಿ ಒಡೆಯರ್ ಸೇರಿದಂತೆ ರಾಜಮನೆತನದವರು ದೇವಿಯ ದರ್ಶನ ಪಡೆದರು. ಗರ್ಭಗುಡಿಯನ್ನು ಹೂವುಗಳಿಂದ ಸಿಂಗರಿಸಲಾಗಿತ್ತು. ದೇವಾಲಯದ ಮುಂಭಾಗದಲ್ಲಿ ವಿಶೇಷ ಹೂವಿನ ಅಲಂಕಾರ ಗಮನ ಸೆಳೆಯಿತು. ಸಂಸದ ಯದುವೀರ್ ಒಡೆಯರ್ ಭಕ್ತರೊಂದಿಗೆ ಬೆರೆತು ಸಂಭ್ರಮಿಸಿದರು. xyxy=(372,1214,560,1256)
exam-kicker: ಅಖಿಲ ಭಾರತ ಕಿಸಾನ್ ಸಭಾದ ಜಿಲ್ಲಾಧ್ಯಕ್ಷ ಗುಡಿಹಳ್ಳಿ ಹಾಲೇಶ್ xyxy=(30,660,274,675)
quote-icon-svg xyxy=(650,392,686,420)
notice2-section: ಸಾರ್ವಜನಿಕ ಪ್ರಕಟಣೆ xyxy=(842,1351,886,1359)
date-label: 18 ಜುಲೈ 2025 xyxy=(818,28,875,38)
exam-body-cols xyxy=(178,822,468,924)
kirusuddi-label: ಕಿರುಸುದ್ದಿ xyxy=(84,80,190,102)
tender-headline: ಪುನಃ ಟೆಂಡರ್ ಪ್ರಕ್ರಿಯೆ ಕರೆದಿರುವುದೇಕೆ xyxy=(486,680,768,705)
notice2-signature: ನ್ಯಾಯಾಲಯದ ಆದೇಶದ ಮೇರೆಗೆ ಸಿರಸ್ತೇದಾರರು, ಹೊಸದುರ್ಗ xyxy=(814,1370,907,1384)
cmyk-black-dot xyxy=(868,1456,875,1463)
masthead-edge-bar xyxy=(910,16,916,48)
kirusuddi-column xyxy=(26,66,194,650)
cmyk-magenta-dot xyxy=(350,1456,357,1463)
masthead xyxy=(0,0,945,58)
article-text: ಆಷಾಢ ಮಾಸದ ಕೃಷ್ಣಪಕ್ಷ ಅಷ್ಟಮಿ ರೇವತಿ ನಕ್ಷತ್ರದ ದಿನವಾದ ಗುರುವಾರ ಚಾಮುಂಡಿಬೆಟ್ಟದಲ್ಲಿ ನಾಡ ಅಧಿದೇವತೆ ಶ್ರೀ ಚಾಮುಂಡೇಶ್ವರಿ ದೇವಿಯ ವರ್ಧಂತಿ ಉತ್ಸವ ಅದ್ದೂರಿಯಾಗಿ ನೆರವೇರಿತು. ನಸುಕಿನಿಂದಲೇ ದೇವಿಗೆ ವಿಶೇಷ ಪೂಜೆ, ಅಭಿಷೇಕ ನಡೆಸಲಾಯಿತು. ಚಿನ್ನದ ಪಲ್ಲಕ್ಕಿಯಲ್ಲಿ ದೇವಿಯ ಉತ್ಸವ ಮೂರ್ತಿಯ ಮೆರವಣಿಗೆ ನಡೆಯಿತು. ರಾಜವಂಶಸ್ಥ ಯದುವೀರ್ ಕೃಷ್ಣದತ್ತ ಚಾಮರಾಜ ಒಡೆಯರ್ ಪಲ್ಲಕ್ಕಿ ಉತ್ಸವಕ್ಕೆ ಚಾಲನೆ ನೀಡಿದರು. ಸಾವಿರಾರು ಭಕ್ತರು ದೇವಿಯ ದರ್ಶನ ಪಡೆದು ಪುನೀತರಾದರು. ಬೆಟ್ಟದ ತಪ್ಪಲಿನಿಂದ ಭಕ್ತರು ಮೆಟ್ಟಿಲುಗಳ ಮೂಲಕ ಬೆಟ್ಟ ಹತ್ತಿ ಹರಕೆ ತೀರಿಸಿದರು. ಜಿಲ್ಲಾಡಳಿತದಿಂದ ಭಕ್ತರಿಗೆ ಉಚಿತ ಬಸ್ ವ್ಯವಸ್ಥೆ ಕಲ್ಪಿಸಲಾಗಿತ್ತು. ಪೊಲೀಸ್ ಇಲಾಖೆ ವತಿಯಿಂದ ಬಿಗಿ ಬಂದೋಬಸ್ತ್ ಏರ್ಪಡಿಸಲಾಗಿತ್ತು. ದೇವಸ್ಥಾನದ ಆವರಣವನ್ನು ವಿವಿಧ ಬಗೆಯ ಹೂವುಗಳಿಂದ ಅಲಂಕರಿಸಲಾಗಿತ್ತು. ಮಂಗಳವಾದ್ಯ, ಜಾನಪದ ಕಲಾತಂಡಗಳು ಮೆರವಣಿಗೆಗೆ ಮೆರುಗು ನೀಡಿದವು. ಬೆಳಗ್ಗೆ 9.30ಕ್ಕೆ ಮಹಾಮಂಗಳಾರತಿ ನೆರವೇರಿತು. ಭಕ್ತರಿಗೆ ಪ್ರಸಾದ ವಿನಿಯೋಗ ಮಾಡಲಾಯಿತು. ಉತ್ಸವದ ಅಂಗವಾಗಿ ಮಹಿಷಾಸುರ ಪ್ರತಿಮೆ ಬಳಿ ವಿಶೇಷ ಅಲಂಕಾರ ಮಾಡಲಾಗಿತ್ತು. ಸಂಜೆ ದೀಪಾಲಂಕಾರ ಮಾಡಲಾಗಿತ್ತು. xyxy=(30,1112,226,1215)
exam-headline: ದತ್ತಾಂಶ ಸರಿಯಾಗದೆ ಪರೀಕ್ಷೆ ನಿಗದಿ ಖಂಡನೀಯ xyxy=(30,680,378,705)
notice-body-repeat: 1) ಶ್ರೀ.ಕೆ.ಸತ್ಯ ರವರ ಪುತ್ರ ಸಂತೋಷ್, ವಯಸ್ಸು 39 ವರ್ಷ, ಚಿತ್ರದುರ್ಗ ತಾಲ್ಲೂಕು, ರಾಮಗಿರಿ ಗ್ರಾಮ ಪ್ರತಿವಾದಿಗಳು: ಶ್ರೀಮತಿ ಮಂಜುಳ ಸೂಚನೆ: ಶ್ರೀಮತಿ ಕೆ.ಕಮಲಮ್ಮ ನವರು ಪಡೆದಿರುವ ಸಾಲದ ಬಾಬ್ತು ಮೊಕದ್ದಮೆ ಹೂಡಿದ್ದು ನೀವು ಈ ನ್ಯಾಯಾಲಯಕ್ಕೆ ದಿನಾಂಕ: 21-08-2025 ರಂದು ಬೆಳಗ್ಗೆ 11.00 ಗಂಟೆಗೆ ಖುದ್ದಾಗಿ ಅಥವಾ ವಕೀಲರ ಮೂಲಕ ಹಾಜರಾಗಿ ನಿಮ್ಮ ಉತ್ತರವನ್ನು ಸಲ್ಲಿಸಬೇಕು. ತಪ್ಪಿದಲ್ಲಿ ನಿಮ್ಮ ಗೈರು ಹಾಜರಿಯಲ್ಲಿ ಪ್ರಕರಣವನ್ನು ಇತ್ಯರ್ಥಪಡಿಸಲಾಗುವುದು. ಈ ದಿನಾಂಕ 16-07-2025 ರಂದು ನನ್ನ ಸಹಿ ಮತ್ತು ನ್ಯಾಯಾಲಯದ ಮುದ್ರೆಯೊಂದಿಗೆ ನೀಡಲಾಗಿದೆ. xyxy=(583,1341,801,1391)
cmyk-yellow-dot xyxy=(110,1456,117,1463)
hand-icon xyxy=(42,80,62,108)
alankara-box xyxy=(232,1336,564,1446)
goddess-photo xyxy=(444,1340,560,1442)
protest-photo xyxy=(178,722,468,818)
quote-title: ದಶಕಗಳ ಹಿಂದೆ ಗ್ರಾಮೀಣ ಭಾಗದ ಹೆಣ್ಣುಮಕ್ಕಳು xyxy=(690,390,765,407)
tender-story xyxy=(482,658,918,930)
tender-kicker: ಬೀದಿಬದಿ ವ್ಯಾಪಾರಿಗಳ ಸಂಘದ ರಾಜ್ಯ ಮುಖಂಡ ಇಸ್ಮಾಯಿಲ್ xyxy=(486,660,727,675)
tree-body xyxy=(208,100,360,282)
cmyk-magenta-dot xyxy=(606,1456,613,1463)
tree-story xyxy=(204,66,500,286)
cmyk-black-dot xyxy=(370,1456,377,1463)
